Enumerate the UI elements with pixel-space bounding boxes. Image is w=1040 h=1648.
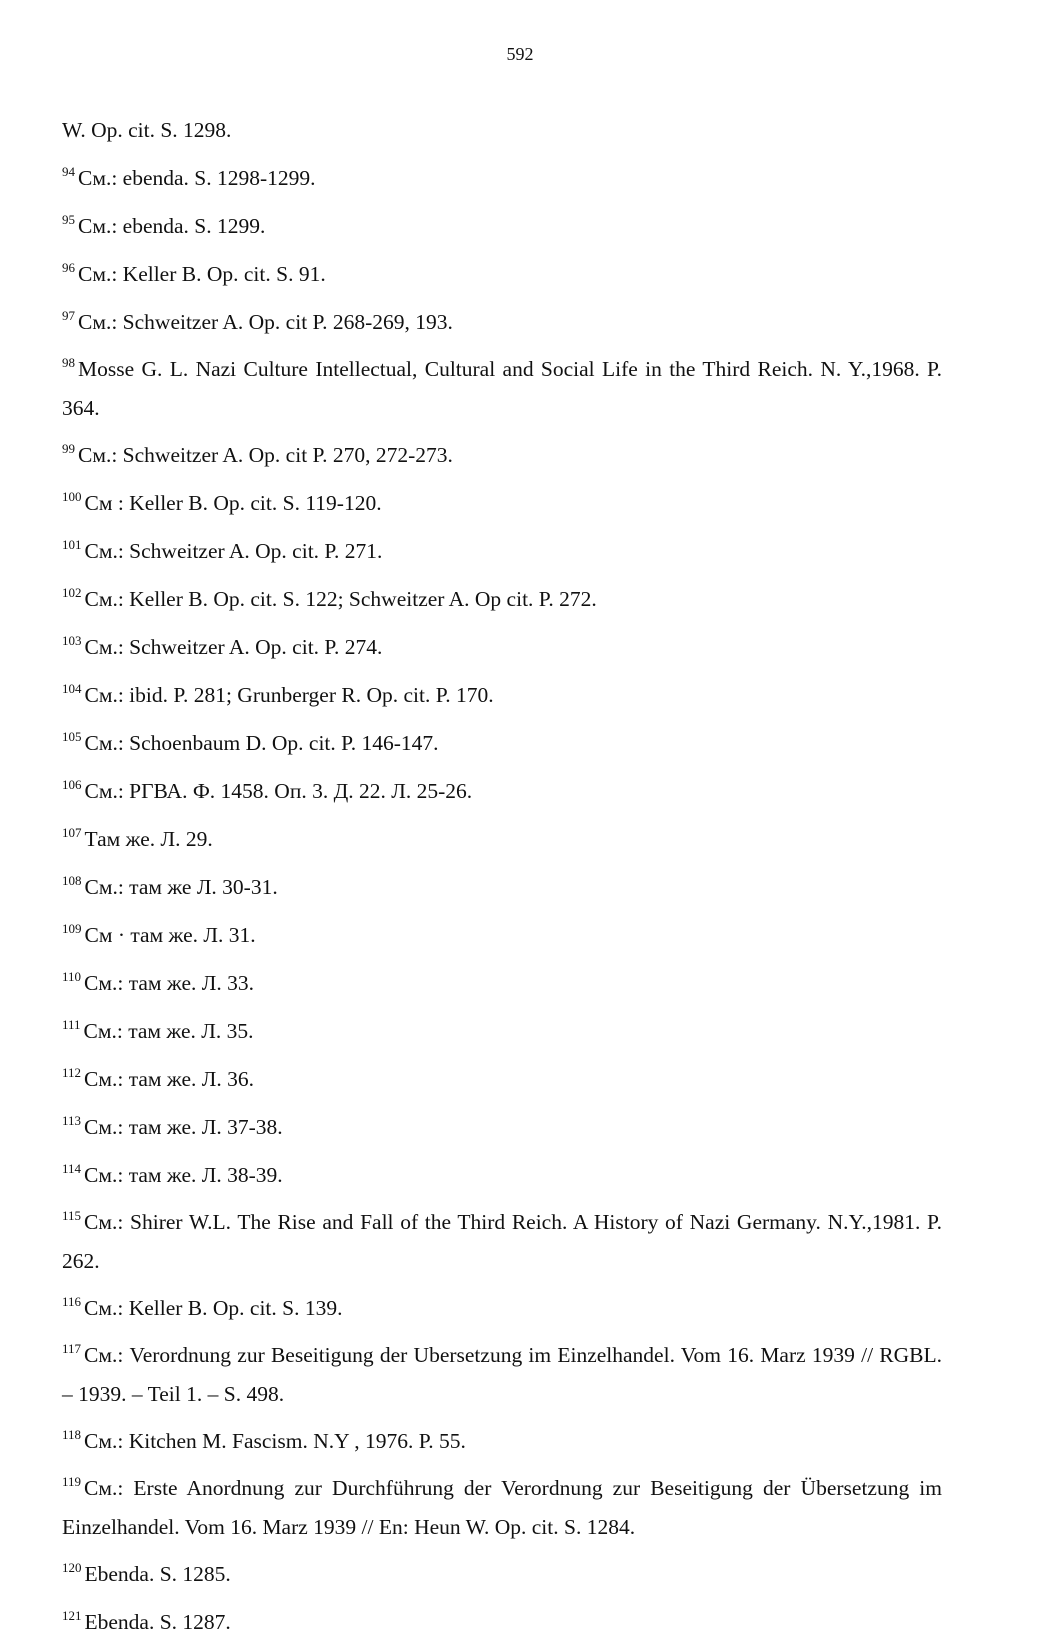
footnote-text: См.: Schweitzer A. Op. cit P. 268-269, 193. [78,310,453,334]
footnote-number: 121 [62,1608,82,1623]
footnote [62,956,942,1004]
footnote-number: 94 [62,164,75,179]
footnote-number: 102 [62,585,82,600]
footnote-text: См.: Erste Anordnung zur Durchführung der Verordnung zur Beseitigung der Übersetzung im Einzelhandel. Vom 16. Marz 1939 // En: Heun W. Op. cit. S. 1284. [62,1476,942,1539]
footnote [62,1547,942,1595]
footnote [62,199,942,247]
footnote-text: См.: ibid. P. 281; Grunberger R. Op. cit. P. 170. [84,683,494,707]
footnote [62,343,942,428]
footnote [62,1462,942,1547]
footnote-text: См.: там же. Л. 36. [84,1067,254,1091]
footnote [62,764,942,812]
footnote-number: 101 [62,537,82,552]
footnote-text: См.: там же. Л. 38-39. [84,1163,283,1187]
footnote-number: 97 [62,308,75,323]
footnote-number: 120 [62,1560,82,1575]
footnote-number: 100 [62,489,82,504]
footnote-number: 108 [62,873,82,888]
footnote-text: Там же. Л. 29. [84,827,213,851]
footnote [62,428,942,476]
footnote-text: W. Op. cit. S. 1298. [62,118,232,142]
footnote [62,1004,942,1052]
footnote [62,476,942,524]
footnote-text: См.: Schweitzer A. Op. cit. P. 271. [84,539,383,563]
footnote-number: 110 [62,969,82,984]
footnote [62,1052,942,1100]
footnote-text: См.: там же. Л. 37-38. [84,1115,283,1139]
footnote [62,668,942,716]
footnote-text: См.: там же. Л. 35. [83,1019,254,1043]
footnote-text: См · там же. Л. 31. [84,923,256,947]
footnote-number: 117 [62,1341,82,1356]
footnote-text: См.: ebenda. S. 1298-1299. [78,166,316,190]
footnote-number: 107 [62,825,82,840]
footnote [62,620,942,668]
footnote-text: См : Keller B. Op. cit. S. 119-120. [84,491,382,515]
footnote-text: См.: РГВА. Ф. 1458. Оп. 3. Д. 22. Л. 25-26. [84,779,473,803]
footnote [62,110,942,151]
footnote-text: См.: Schoenbaum D. Op. cit. P. 146-147. [84,731,439,755]
footnote-text: См.: Kitchen M. Fascism. N.Y , 1976. P. 55. [84,1429,466,1453]
footnote [62,1148,942,1196]
footnote-text: См.: там же Л. 30-31. [84,875,278,899]
footnote-number: 114 [62,1161,82,1176]
footnote-number: 109 [62,921,82,936]
footnote [62,524,942,572]
footnote-text: См.: Keller B. Op. cit. S. 122; Schweitzer A. Op cit. P. 272. [84,587,597,611]
footnote-number: 119 [62,1474,82,1489]
page-number: 592 [506,44,534,64]
footnote-number: 99 [62,441,75,456]
footnote-text: См.: Schweitzer A. Op. cit P. 270, 272-273. [78,443,453,467]
footnote [62,247,942,295]
footnote-text: См.: Keller B. Op. cit. S. 91. [78,262,326,286]
footnote-number: 112 [62,1065,82,1080]
footnote [62,716,942,764]
footnote-number: 104 [62,681,82,696]
footnotes-list [62,110,942,1643]
footnote-text: См.: там же. Л. 33. [84,971,254,995]
footnote-number: 95 [62,212,75,227]
footnote-number: 111 [62,1017,81,1032]
footnote-number: 103 [62,633,82,648]
footnote [62,860,942,908]
footnote-text: См.: Shirer W.L. The Rise and Fall of the Third Reich. A History of Nazi Germany. N.Y.,1981. P. 262. [62,1210,942,1273]
footnote-number: 98 [62,355,75,370]
footnote-number: 115 [62,1208,82,1223]
footnote [62,1100,942,1148]
footnote-number: 106 [62,777,82,792]
footnote-number: 116 [62,1294,82,1309]
footnote-text: См.: Keller B. Op. cit. S. 139. [84,1296,343,1320]
footnote [62,812,942,860]
footnote-text: Ebenda. S. 1287. [84,1610,231,1634]
footnote [62,572,942,620]
footnote-number: 96 [62,260,75,275]
footnote-text: См.: Verordnung zur Beseitigung der Ubersetzung im Einzelhandel. Vom 16. Marz 1939 // RGBL. – 1939. – Teil 1. – S. 498. [62,1343,942,1406]
footnote [62,295,942,343]
footnote-number: 118 [62,1427,82,1442]
footnote-text: Ebenda. S. 1285. [84,1562,231,1586]
footnote [62,1329,942,1414]
footnote-number: 113 [62,1113,82,1128]
footnote [62,908,942,956]
footnote [62,151,942,199]
footnote-text: Mosse G. L. Nazi Culture Intellectual, Cultural and Social Life in the Third Reich. N. Y.,1968. P. 364. [62,357,942,420]
footnote [62,1414,942,1462]
footnote-number: 105 [62,729,82,744]
footnote [62,1595,942,1643]
footnote [62,1196,942,1281]
footnote-text: См.: Schweitzer A. Op. cit. P. 274. [84,635,383,659]
footnote-text: См.: ebenda. S. 1299. [78,214,266,238]
footnote [62,1281,942,1329]
